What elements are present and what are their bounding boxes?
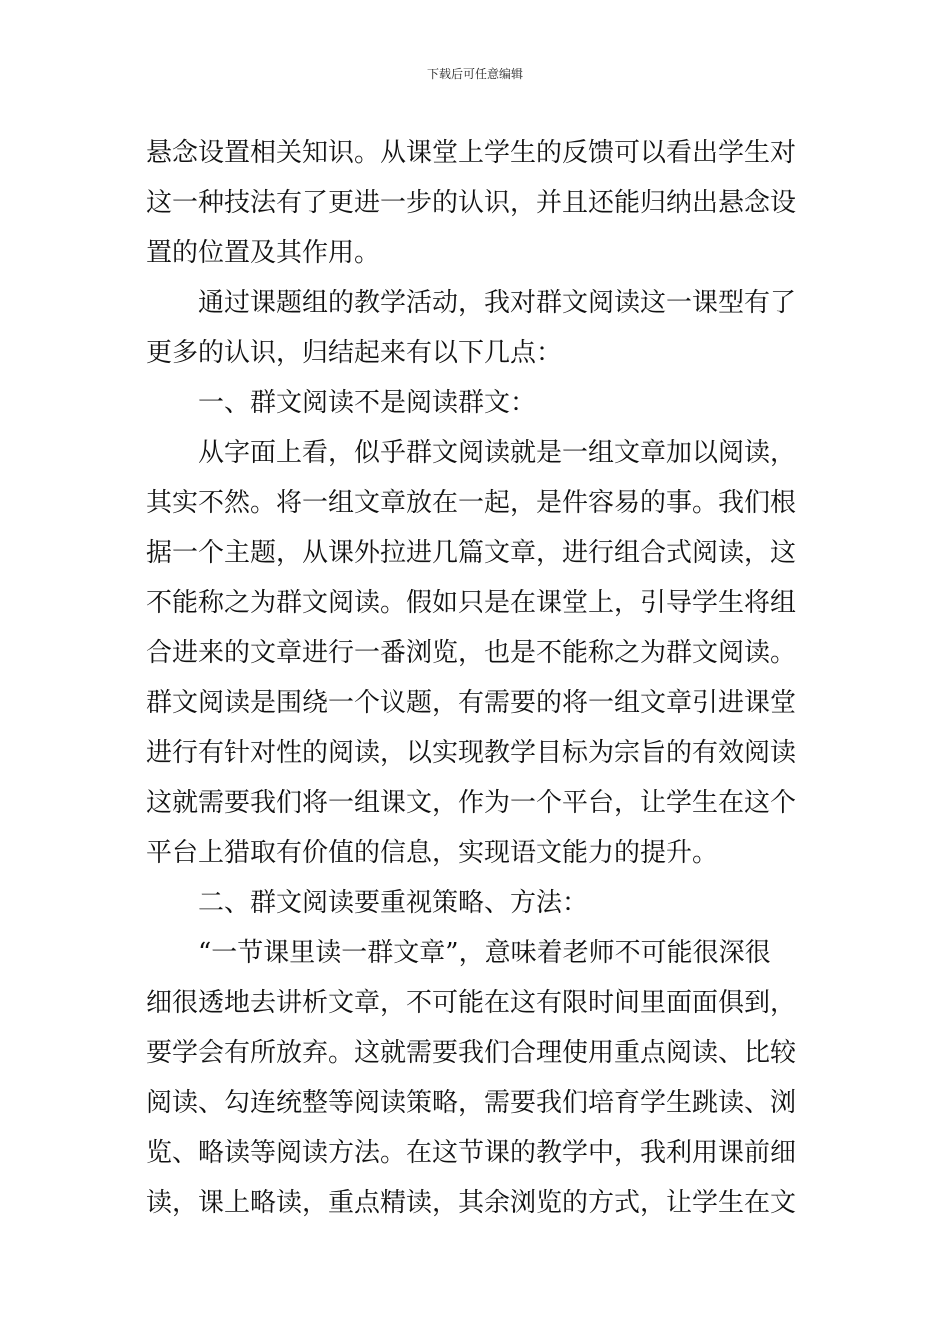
text-line: 细很透地去讲析文章，不可能在这有限时间里面面俱到， (146, 988, 797, 1018)
text-line: 群文阅读是围绕一个议题，有需要的将一组文章引进课堂 (146, 688, 797, 718)
text-line: 进行有针对性的阅读，以实现教学目标为宗旨的有效阅读 (146, 738, 797, 768)
text-line: 阅读、勾连统整等阅读策略，需要我们培育学生跳读、浏 (146, 1088, 797, 1118)
text-line: 览、略读等阅读方法。在这节课的教学中，我利用课前细 (146, 1138, 797, 1168)
text-line: 置的位置及其作用。 (146, 238, 381, 268)
paragraph-start-line: 通过课题组的教学活动，我对群文阅读这一课型有了 (146, 288, 797, 318)
body-text (146, 128, 806, 1228)
text-line: 合进来的文章进行一番浏览，也是不能称之为群文阅读。 (146, 638, 797, 668)
text-line: 不能称之为群文阅读。假如只是在课堂上，引导学生将组 (146, 588, 797, 618)
section-heading-2: 二、群文阅读要重视策略、方法： (146, 888, 589, 918)
paragraph-start-line: “一节课里读一群文章”，意味着老师不可能很深很 (146, 938, 771, 968)
text-line: 读，课上略读，重点精读，其余浏览的方式，让学生在文 (146, 1188, 797, 1218)
text-line: 这一种技法有了更进一步的认识，并且还能归纳出悬念设 (146, 188, 797, 218)
text-line: 平台上猎取有价值的信息，实现语文能力的提升。 (146, 838, 719, 868)
text-line: 悬念设置相关知识。从课堂上学生的反馈可以看出学生对 (146, 138, 797, 168)
paragraph-start-line: 从字面上看，似乎群文阅读就是一组文章加以阅读， (146, 438, 797, 468)
section-heading-1: 一、群文阅读不是阅读群文： (146, 388, 537, 418)
text-line: 要学会有所放弃。这就需要我们合理使用重点阅读、比较 (146, 1038, 797, 1068)
text-line: 据一个主题，从课外拉进几篇文章，进行组合式阅读，这 (146, 538, 797, 568)
text-line: 更多的认识，归结起来有以下几点： (146, 338, 563, 368)
page-header: 下载后可任意编辑 (426, 67, 523, 81)
text-line: 这就需要我们将一组课文，作为一个平台，让学生在这个 (146, 788, 797, 818)
text-line: 其实不然。将一组文章放在一起，是件容易的事。我们根 (146, 488, 797, 518)
